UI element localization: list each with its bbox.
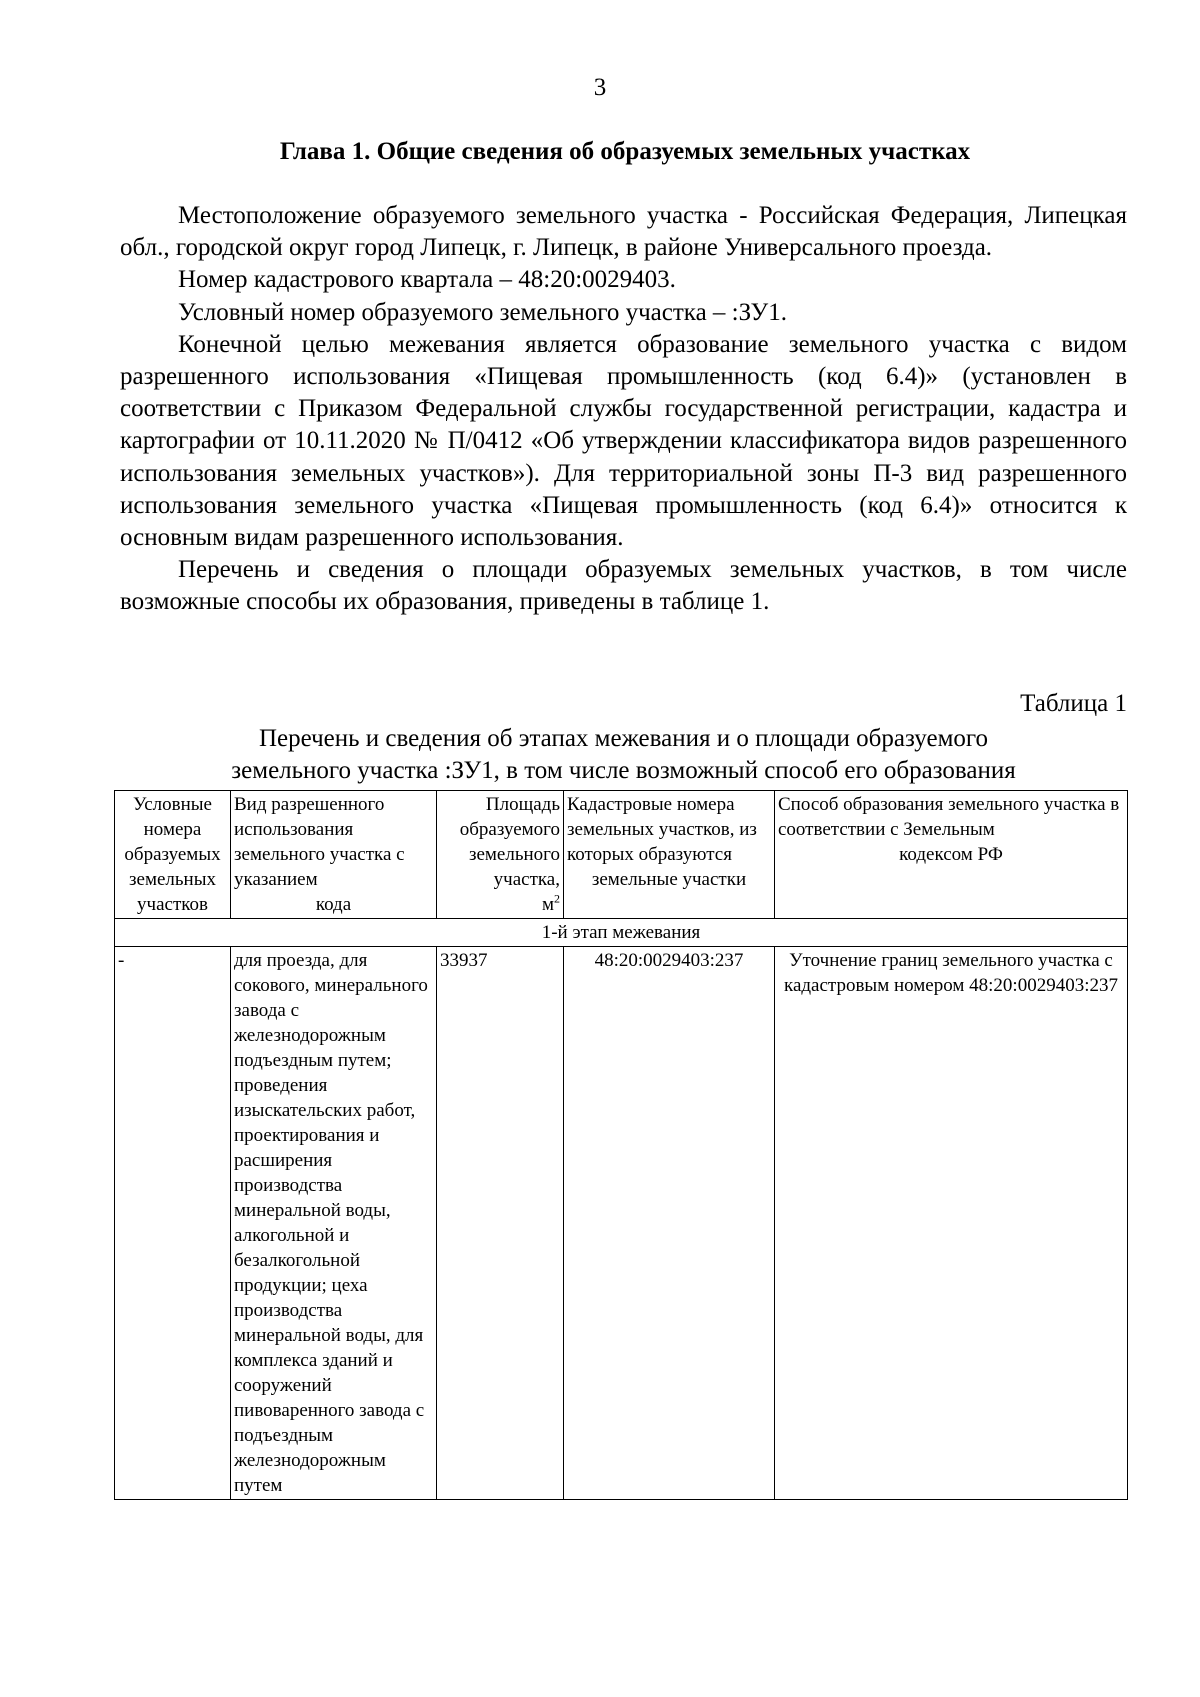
table-label: Таблица 1 [1020,690,1127,717]
cell-formation-method: Уточнение границ земельного участка с кадастровым номером 48:20:0029403:237 [775,947,1128,1500]
stage-label: 1-й этап межевания [115,919,1128,947]
land-plots-table [114,790,1128,1500]
header-area-unit: м [541,894,554,915]
chapter-title: Глава 1. Общие сведения об образуемых земельных участках [279,138,971,165]
table-caption-line: Перечень и сведения об этапах межевания и о площади образуемого [258,725,989,752]
header-permitted-use [231,791,437,919]
table-row [115,947,1128,1500]
paragraph-list: Перечень и сведения о площади образуемых земельных участков, в том числе возможные способы их образования, приведены в таблице 1. [120,556,1127,616]
stage-row [115,919,1128,947]
body-text [120,200,1127,619]
header-formation-text: Способ образования земельного участка в соответствии с Земельным [778,794,1120,840]
header-area-unit-sup: 2 [554,891,560,906]
header-area [437,791,564,919]
header-cadastral-tail: земельные участки [591,869,747,890]
table-caption [120,723,1127,787]
header-plot-number: Условные номера образуемых земельных участков [115,791,231,919]
paragraph-conditional-number: Условный номер образуемого земельного участка – :ЗУ1. [178,298,787,326]
header-formation-tail: кодексом РФ [899,844,1003,865]
header-area-text: Площадь образуемого земельного участка, [459,794,560,890]
paragraph-location: Местоположение образуемого земельного участка - Российская Федерация, Липецкая обл., городской округ город Липецк, г. Липецк, в районе Универсального проезда. [120,202,1127,262]
header-cadastral-numbers [564,791,775,919]
cell-permitted-use: для проезда, для сокового, минерального завода с железнодорожным подъездным путем; проведения изыскательских работ, проектирования и расширения производства минеральной воды, алкогольной и безалкогольной продукции; цеха производства минеральной воды, для комплекса зданий и сооружений пивоваренного завода с подъездным железнодорожным путем [231,947,437,1500]
header-cadastral-text: Кадастровые номера земельных участков, из которых образуются [567,794,757,865]
header-permitted-use-text: Вид разрешенного использования земельного участка с указанием [234,794,405,890]
table-header-row [115,791,1128,919]
page-number: 3 [593,74,607,101]
cell-plot-number: - [115,947,231,1500]
table-caption-line: земельного участка :ЗУ1, в том числе возможный способ его образования [231,757,1016,784]
paragraph-purpose: Конечной целью межевания является образование земельного участка с видом разрешенного использования «Пищевая промышленность (код 6.4)» (установлен в соответствии с Приказом Федеральной службы государственной регистрации, кадастра и картографии от 10.11.2020 № П/0412 «Об утверждении классификатора видов разрешенного использования земельных участков»). Для территориальной зоны П-3 вид разрешенного использования земельного участка «Пищевая промышленность (код 6.4)» относится к основным видам разрешенного использования. [120,330,1127,552]
cell-cadastral-number: 48:20:0029403:237 [564,947,775,1500]
cell-area: 33937 [437,947,564,1500]
header-formation-method [775,791,1128,919]
header-permitted-use-code: кода [315,894,352,915]
paragraph-quarter: Номер кадастрового квартала – 48:20:0029403. [178,266,676,294]
